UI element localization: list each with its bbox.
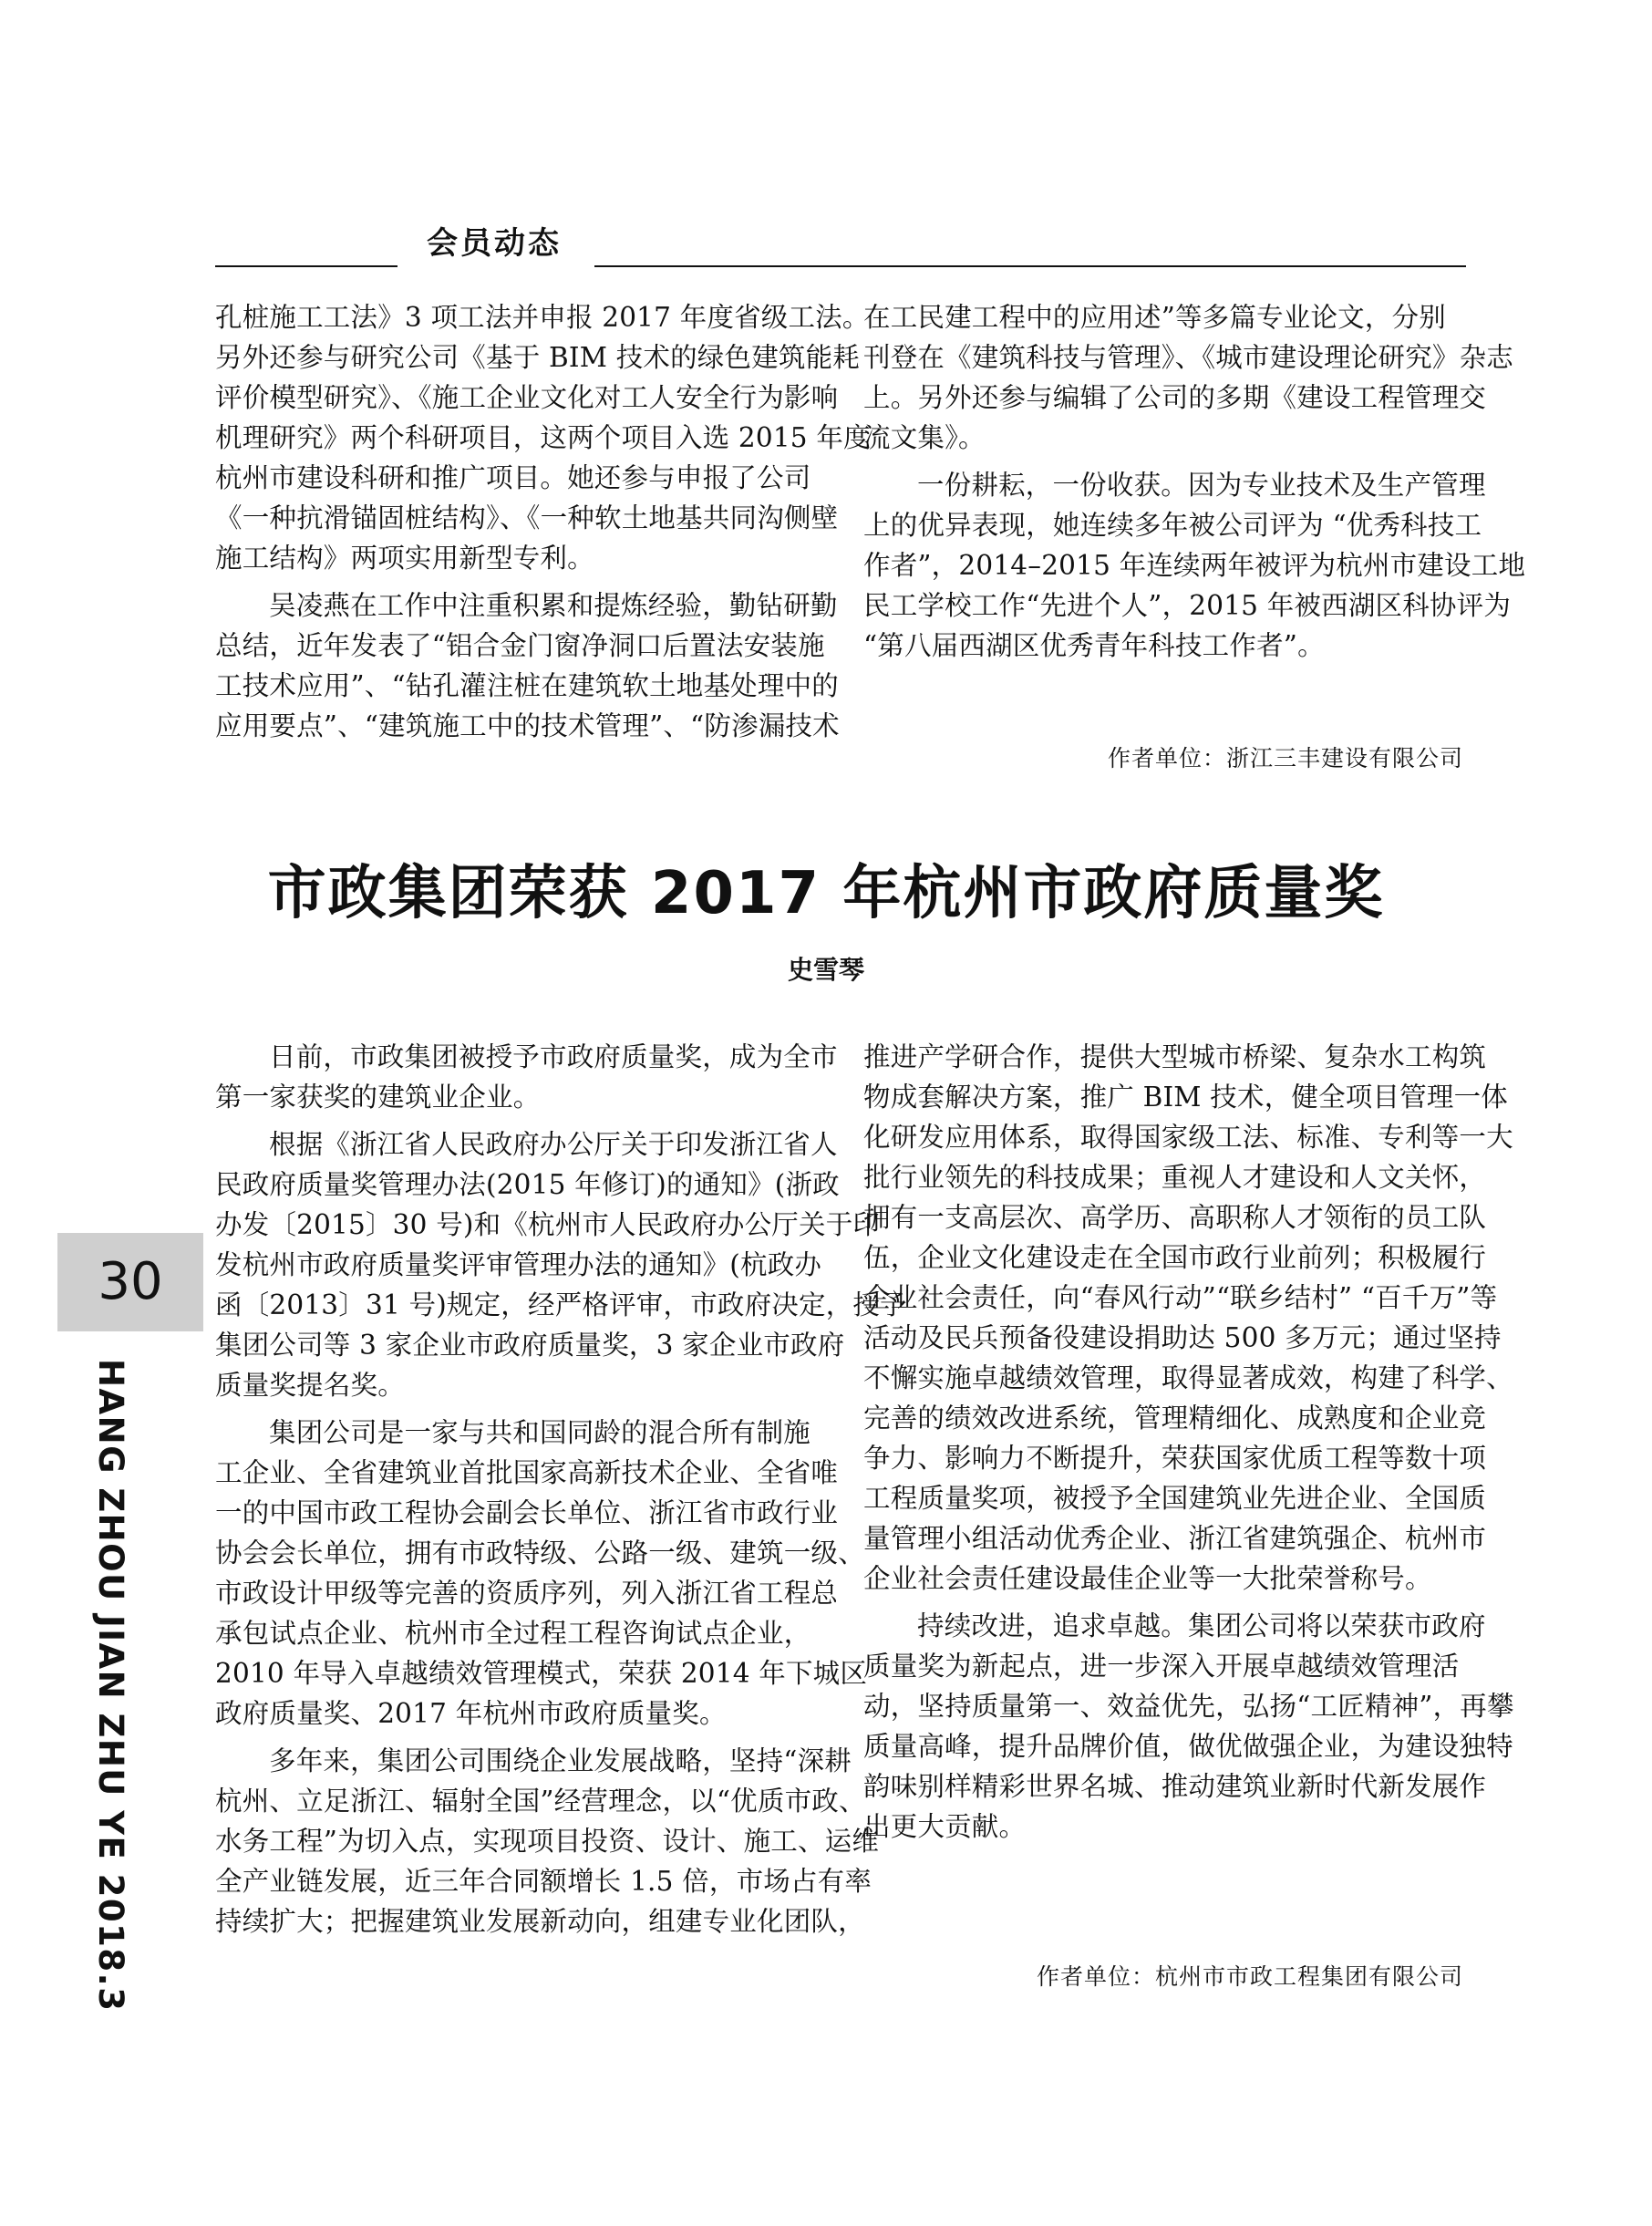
text-line: 杭州、立足浙江、辐射全国”经营理念，以“优质市政、 (215, 1786, 866, 1817)
text-line: 持续改进，追求卓越。集团公司将以荣获市政府 (917, 1610, 1486, 1641)
text-line: 孔桩施工工法》3 项工法并申报 2017 年度省级工法。 (215, 302, 870, 333)
article-author: 史雪琴 (787, 955, 864, 985)
paragraph (863, 297, 1514, 458)
text-line: 办发〔2015〕30 号)和《杭州市人民政府办公厅关于印 (215, 1209, 881, 1240)
text-line: 不懈实施卓越绩效管理，取得显著成效，构建了科学、 (863, 1362, 1513, 1393)
text-line: 全产业链发展，近三年合同额增长 1.5 倍，市场占有率 (215, 1866, 872, 1897)
text-line: 政府质量奖、2017 年杭州市政府质量奖。 (215, 1698, 727, 1729)
text-line: 集团公司是一家与共和国同龄的混合所有制施 (269, 1417, 811, 1448)
text-line: 吴凌燕在工作中注重积累和提炼经验，勤钻研勤 (269, 590, 838, 621)
text-line: 上。另外还参与编辑了公司的多期《建设工程管理交 (863, 382, 1487, 413)
text-line: 评价模型研究》、《施工企业文化对工人安全行为影响 (215, 382, 839, 413)
text-line: 协会会长单位，拥有市政特级、公路一级、建筑一级、 (215, 1537, 865, 1569)
text-line: 作者”，2014–2015 年连续两年被评为杭州市建设工地 (863, 550, 1526, 581)
text-line: 拥有一支高层次、高学历、高职称人才领衔的员工队 (863, 1202, 1487, 1233)
text-line: 总结，近年发表了“铝合金门窗净洞口后置法安装施 (215, 630, 825, 661)
text-line: 刊登在《建筑科技与管理》、《城市建设理论研究》杂志 (863, 342, 1514, 373)
text-line: 企业社会责任建设最佳企业等一大批荣誉称号。 (863, 1563, 1432, 1594)
text-line: 质量奖为新起点，进一步深入开展卓越绩效管理活 (863, 1651, 1460, 1682)
paragraph (215, 1741, 880, 1941)
text-line: 物成套解决方案，推广 BIM 技术，健全项目管理一体 (863, 1082, 1508, 1113)
text-line: 函〔2013〕31 号)规定，经严格评审，市政府决定，授予 (215, 1289, 907, 1320)
text-line: 争力、影响力不断提升，荣获国家优质工程等数十项 (863, 1443, 1487, 1474)
text-line: 一的中国市政工程协会副会长单位、浙江省市政行业 (215, 1497, 839, 1528)
text-line: 杭州市建设科研和推广项目。她还参与申报了公司 (215, 462, 811, 493)
paragraph (863, 1606, 1514, 1847)
header-rule-left (215, 265, 398, 267)
text-line: 完善的绩效改进系统，管理精细化、成熟度和企业竞 (863, 1403, 1487, 1434)
text-line: 工程质量奖项，被授予全国建筑业先进企业、全国质 (863, 1483, 1487, 1514)
text-line: 施工结构》两项实用新型专利。 (215, 543, 594, 574)
paragraph (215, 585, 840, 746)
text-line: “第八届西湖区优秀青年科技工作者”。 (863, 630, 1325, 661)
paragraph (215, 1413, 868, 1734)
paragraph (215, 297, 871, 578)
text-line: 工技术应用”、“钻孔灌注桩在建筑软土地基处理中的 (215, 670, 839, 701)
text-line: 2010 年导入卓越绩效管理模式，荣获 2014 年下城区 (215, 1658, 868, 1689)
text-line: 出更大贡献。 (863, 1811, 1027, 1842)
text-line: 上的优异表现，她连续多年被公司评为 “优秀科技工 (863, 510, 1482, 541)
section-header (215, 223, 1466, 268)
paragraph (863, 1037, 1513, 1599)
text-line: 在工民建工程中的应用述”等多篇专业论文，分别 (863, 302, 1446, 333)
text-line: 企业社会责任，向“春风行动”“联乡结村” “百千万”等 (863, 1282, 1498, 1313)
text-line: 活动及民兵预备役建设捐助达 500 多万元；通过坚持 (863, 1322, 1502, 1353)
paragraph (215, 1037, 838, 1117)
text-line: 流文集》。 (863, 422, 986, 453)
text-line: 推进产学研合作，提供大型城市桥梁、复杂水工构筑 (863, 1041, 1487, 1072)
text-line: 《一种抗滑锚固桩结构》、《一种软土地基共同沟侧壁 (215, 502, 839, 533)
prev-article-left-column (215, 297, 871, 746)
section-label: 会员动态 (427, 225, 562, 262)
text-line: 水务工程”为切入点，实现项目投资、设计、施工、运维 (215, 1826, 880, 1857)
prev-article-right-column (863, 297, 1526, 666)
text-line: 集团公司等 3 家企业市政府质量奖，3 家企业市政府 (215, 1330, 845, 1361)
paragraph (215, 1124, 907, 1405)
text-line: 一份耕耘，一份收获。因为专业技术及生产管理 (917, 470, 1486, 501)
article-title: 市政集团荣获 2017 年杭州市政府质量奖 (267, 860, 1385, 927)
text-line: 多年来，集团公司围绕企业发展战略，坚持“深耕 (269, 1745, 852, 1776)
header-rule-right (594, 265, 1466, 267)
text-line: 化研发应用体系，取得国家级工法、标准、专利等一大 (863, 1122, 1513, 1153)
text-line: 持续扩大；把握建筑业发展新动向，组建专业化团队， (215, 1906, 865, 1937)
page-number: 30 (57, 1233, 203, 1331)
prev-author-unit: 作者单位：浙江三丰建设有限公司 (1107, 745, 1463, 771)
text-line: 市政设计甲级等完善的资质序列，列入浙江省工程总 (215, 1578, 839, 1609)
text-line: 伍，企业文化建设走在全国市政行业前列；积极履行 (863, 1242, 1487, 1273)
text-line: 批行业领先的科技成果；重视人才建设和人文关怀， (863, 1162, 1487, 1193)
journal-issue-label: HANG ZHOU JIAN ZHU YE 2018.3 (91, 1359, 130, 2013)
text-line: 民工学校工作“先进个人”，2015 年被西湖区科协评为 (863, 590, 1512, 621)
text-line: 质量奖提名奖。 (215, 1370, 405, 1401)
text-line: 发杭州市政府质量奖评审管理办法的通知》(杭政办 (215, 1249, 822, 1280)
paragraph (863, 465, 1526, 666)
text-line: 质量高峰，提升品牌价值，做优做强企业，为建设独特 (863, 1731, 1513, 1762)
text-line: 另外还参与研究公司《基于 BIM 技术的绿色建筑能耗 (215, 342, 860, 373)
text-line: 机理研究》两个科研项目，这两个项目入选 2015 年度 (215, 422, 871, 453)
article-left-column (215, 1037, 907, 1941)
article-right-column (863, 1037, 1514, 1847)
text-line: 应用要点”、“建筑施工中的技术管理”、“防渗漏技术 (215, 710, 840, 741)
article-author-unit: 作者单位：杭州市市政工程集团有限公司 (1036, 1963, 1463, 1990)
text-line: 量管理小组活动优秀企业、浙江省建筑强企、杭州市 (863, 1523, 1487, 1554)
text-line: 工企业、全省建筑业首批国家高新技术企业、全省唯 (215, 1457, 839, 1488)
text-line: 动，坚持质量第一、效益优先，弘扬“工匠精神”，再攀 (863, 1691, 1514, 1722)
text-line: 民政府质量奖管理办法(2015 年修订)的通知》(浙政 (215, 1169, 840, 1200)
text-line: 第一家获奖的建筑业企业。 (215, 1082, 541, 1113)
text-line: 日前，市政集团被授予市政府质量奖，成为全市 (269, 1041, 838, 1072)
text-line: 根据《浙江省人民政府办公厅关于印发浙江省人 (269, 1129, 838, 1160)
text-line: 承包试点企业、杭州市全过程工程咨询试点企业， (215, 1618, 811, 1649)
text-line: 韵味别样精彩世界名城、推动建筑业新时代新发展作 (863, 1771, 1487, 1802)
